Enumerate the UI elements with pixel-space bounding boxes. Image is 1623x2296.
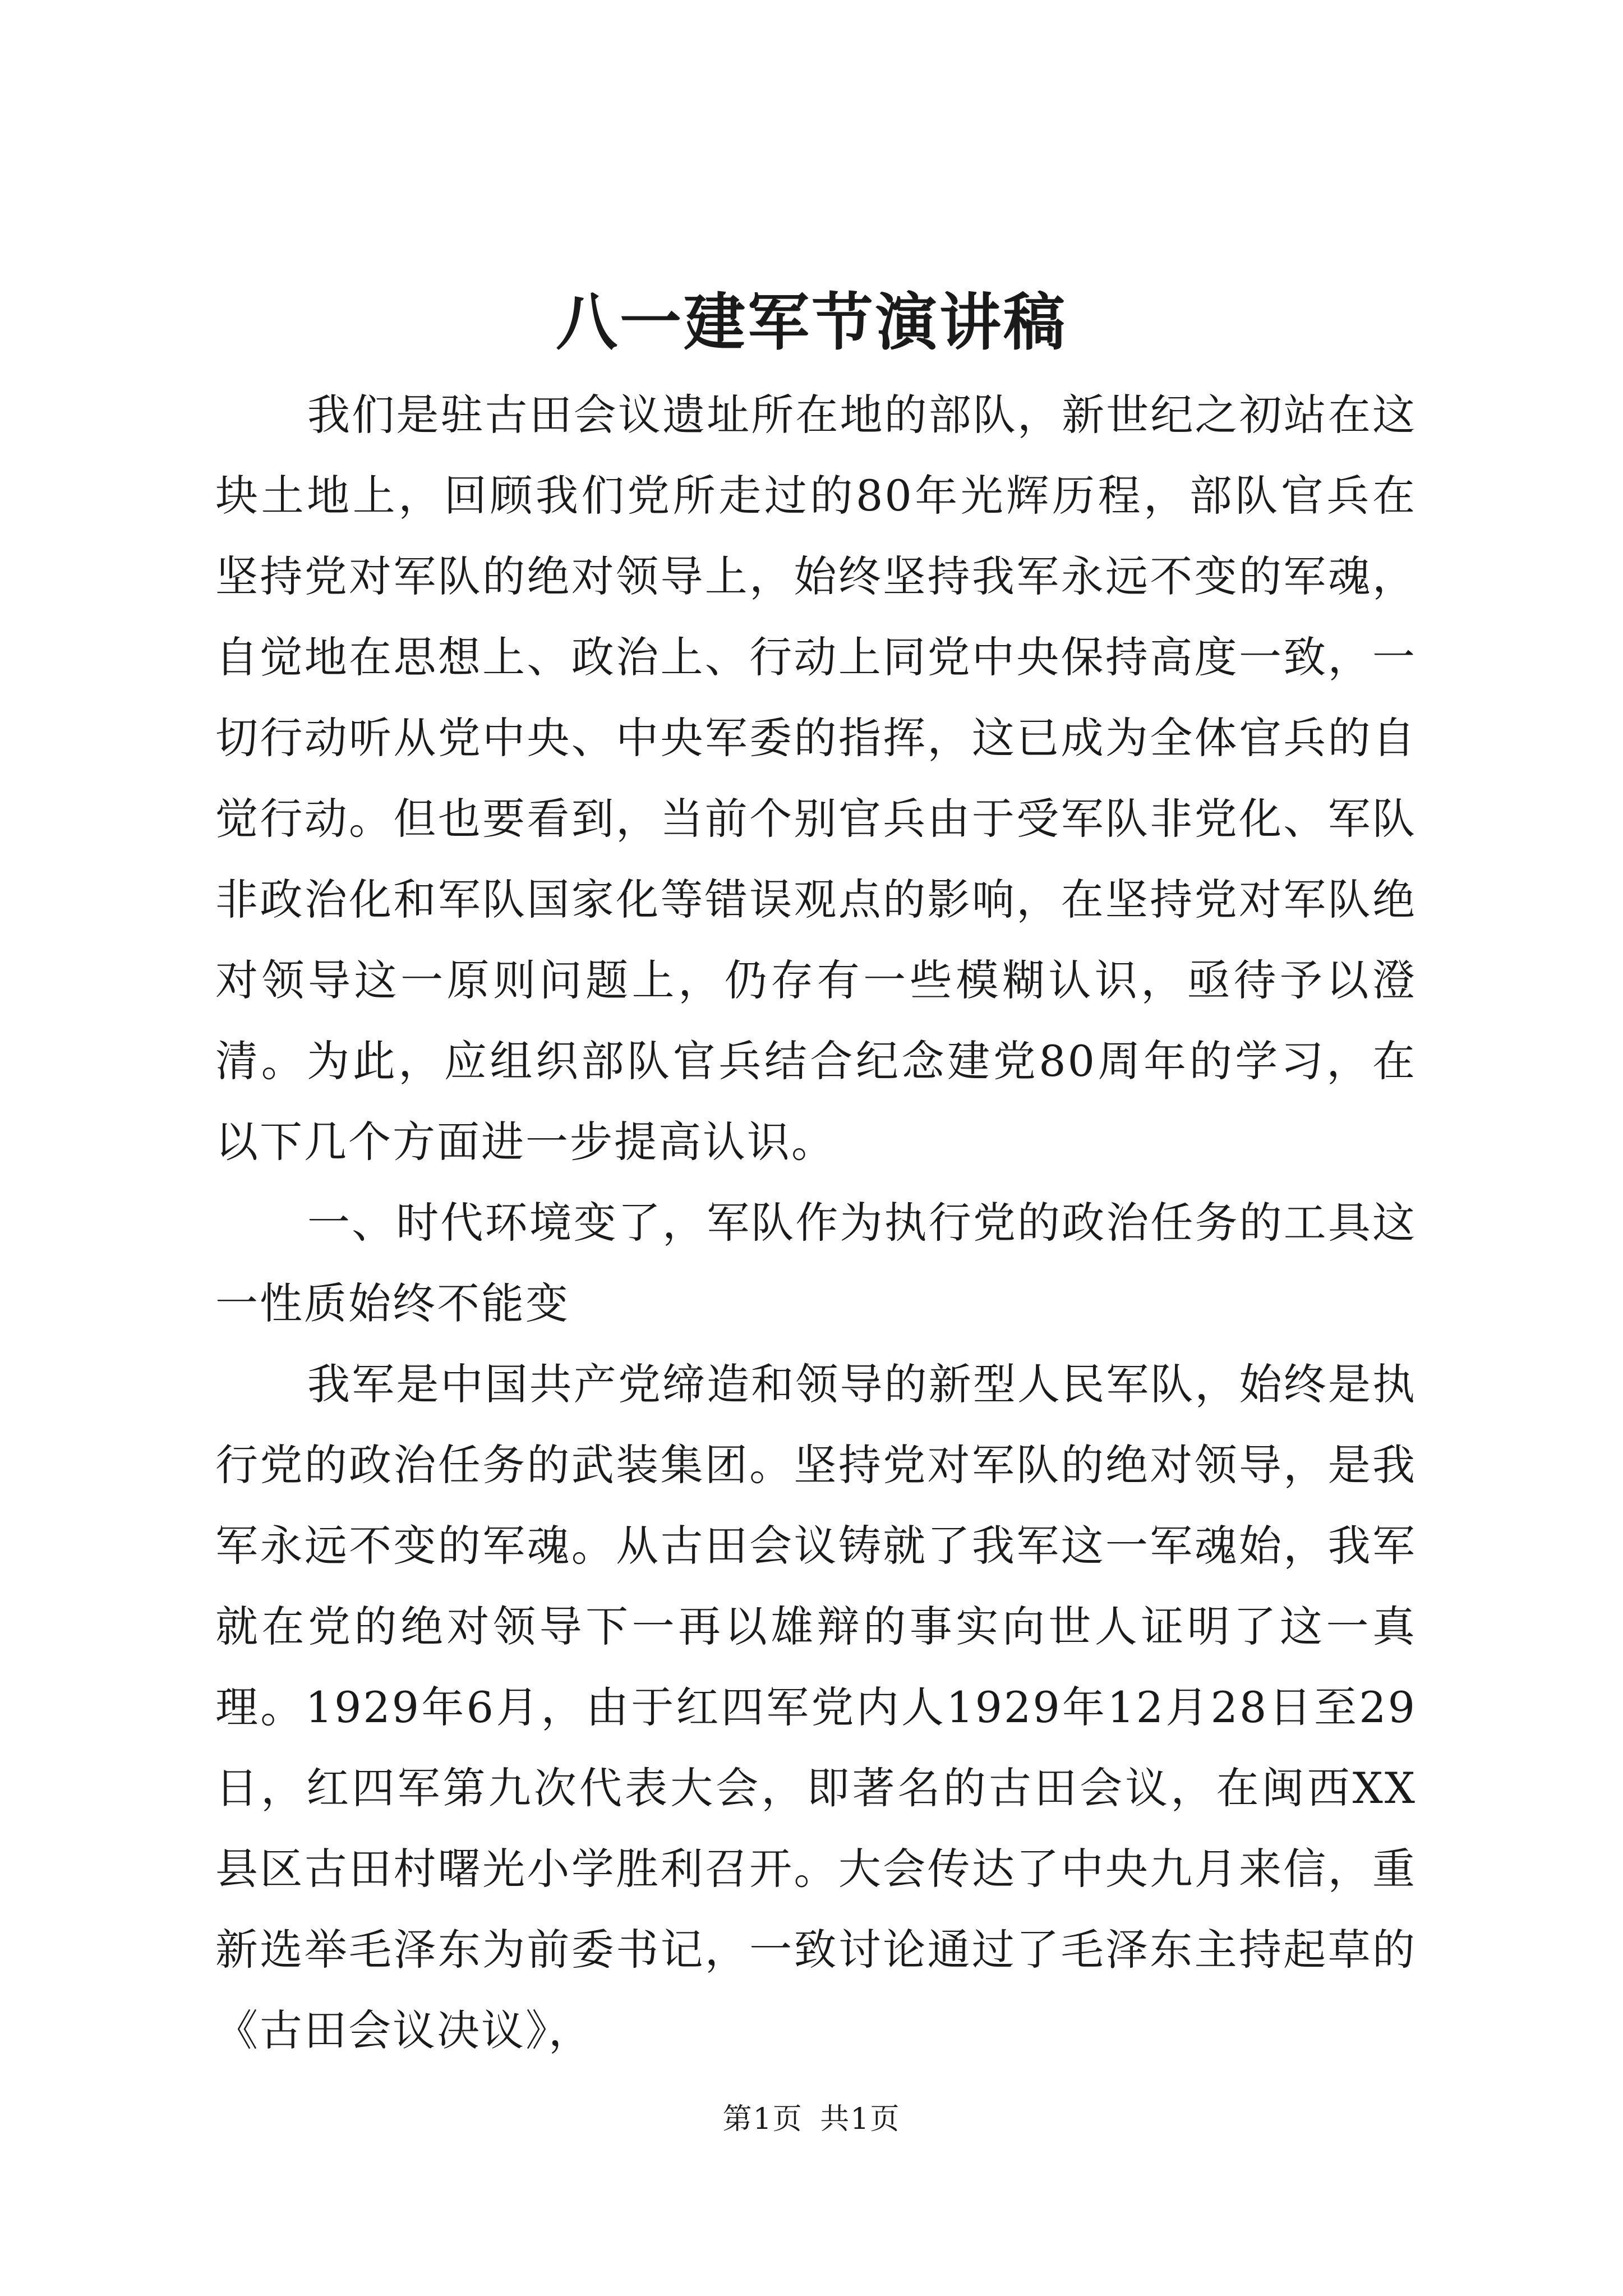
paragraph-section-1: 我军是中国共产党缔造和领导的新型人民军队，始终是执行党的政治任务的武装集团。坚持党对军队的绝对领导，是我军永远不变的军魂。从古田会议铸就了我军这一军魂始，我军就在党的绝对领导下一再以雄辩的事实向世人证明了这一真理。1929年6月，由于红四军党内人1929年12月28日至29日，红四军第九次代表大会，即著名的古田会议，在闽西XX县区古田村曙光小学胜利召开。大会传达了中央九月来信，重新选举毛泽东为前委书记，一致讨论通过了毛泽东主持起草的《古田会议决议》， [215,1359,1417,2055]
paragraph-intro: 我们是驻古田会议遗址所在地的部队，新世纪之初站在这块土地上，回顾我们党所走过的80年光辉历程，部队官兵在坚持党对军队的绝对领导上，始终坚持我军永远不变的军魂，自觉地在思想上、政治上、行动上同党中央保持高度一致，一切行动听从党中央、中央军委的指挥，这已成为全体官兵的自觉行动。但也要看到，当前个别官兵由于受军队非党化、军队非政治化和军队国家化等错误观点的影响，在坚持党对军队绝对领导这一原则问题上，仍存有一些模糊认识，亟待予以澄清。为此，应组织部队官兵结合纪念建党80周年的学习，在以下几个方面进一步提高认识。 [215,390,1417,1167]
page-number: 第1页 [722,2102,803,2136]
document-body [215,375,1417,2071]
section-heading-1: 一、时代环境变了，军队作为执行党的政治任务的工具这一性质始终不能变 [215,1198,1417,1328]
document-title: 八一建军节演讲稿 [556,286,1067,358]
page-total: 共1页 [820,2102,901,2136]
page-footer [0,2097,1623,2142]
